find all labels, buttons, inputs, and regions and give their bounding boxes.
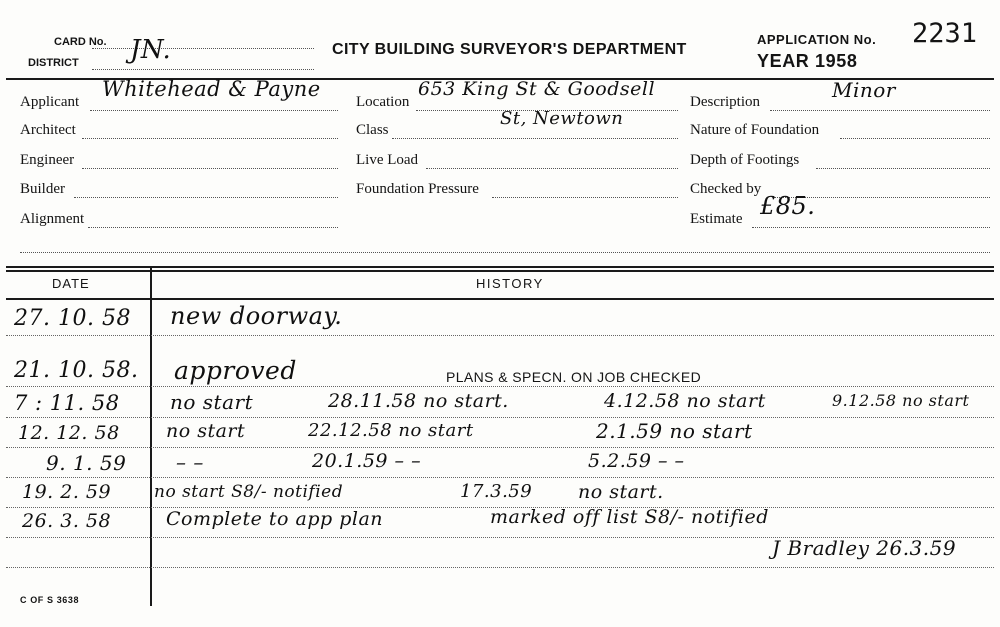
location-value-1: 653 King St & Goodsell (418, 78, 656, 100)
class-label: Class (356, 122, 389, 138)
row-date: 21. 10. 58. (14, 358, 139, 383)
estimate-label: Estimate (690, 211, 743, 227)
nature-of-foundation-line (840, 138, 990, 139)
row-history: 2.1.59 no start (596, 419, 753, 443)
district-label: DISTRICT (28, 57, 79, 69)
row-history: no start (166, 420, 246, 442)
row-date: 7 : 11. 58 (14, 391, 120, 415)
form-code: C OF S 3638 (20, 595, 80, 605)
description-line (770, 110, 990, 111)
table-top-rule-2 (6, 270, 994, 272)
row-history: Complete to app plan (166, 508, 384, 530)
row-history: 9.12.58 no start (832, 391, 970, 410)
district-value: JN. (130, 35, 172, 65)
application-label: APPLICATION No. (757, 32, 877, 47)
builder-label: Builder (20, 181, 65, 197)
table-top-rule (6, 266, 994, 268)
row-history: 4.12.58 no start (604, 390, 766, 412)
checked-by-label: Checked by (690, 181, 762, 197)
row-date: 26. 3. 58 (22, 510, 112, 532)
row-date: 12. 12. 58 (18, 422, 120, 444)
row-history: 5.2.59 – – (588, 450, 685, 472)
architect-line (82, 138, 338, 139)
row-history: approved (174, 356, 297, 385)
applicant-value: Whitehead & Payne (102, 77, 321, 101)
row-history: 20.1.59 – – (312, 450, 422, 472)
row-history: 17.3.59 (460, 481, 533, 502)
row-date: 19. 2. 59 (22, 481, 112, 503)
location-value-2: St, Newtown (500, 108, 624, 129)
live-load-label: Live Load (356, 152, 419, 168)
row-history: no start S8/- notified (154, 482, 344, 502)
table-row-line (6, 417, 994, 418)
card-no-label: CARD No. (54, 36, 107, 48)
row-history: no start. (578, 481, 664, 503)
signature: J Bradley 26.3.59 (772, 536, 957, 560)
estimate-value: £85. (760, 192, 816, 220)
row-history: – – (176, 450, 204, 474)
class-line (392, 138, 678, 139)
table-row-line (6, 386, 994, 387)
alignment-line (88, 227, 338, 228)
depth-of-footings-line (816, 168, 990, 169)
table-divider (150, 266, 152, 606)
applicant-label: Applicant (20, 94, 80, 110)
row-history: no start (170, 390, 254, 414)
nature-of-foundation-label: Nature of Foundation (690, 122, 820, 138)
builder-line (74, 197, 338, 198)
row-history: 22.12.58 no start (308, 420, 474, 441)
district-line (92, 69, 314, 70)
architect-label: Architect (20, 122, 76, 138)
plans-checked-stamp: PLANS & SPECN. ON JOB CHECKED (446, 369, 702, 385)
table-row-line (6, 567, 994, 568)
estimate-line (752, 227, 990, 228)
table-row-line (6, 335, 994, 336)
table-header-rule (6, 298, 994, 300)
foundation-pressure-label: Foundation Pressure (356, 181, 479, 197)
fields-bottom-line (20, 252, 990, 253)
date-header: DATE (52, 276, 90, 291)
foundation-pressure-line (492, 197, 678, 198)
alignment-label: Alignment (20, 211, 85, 227)
table-row-line (6, 477, 994, 478)
engineer-line (82, 168, 338, 169)
row-history: new doorway. (170, 302, 343, 330)
row-date: 9. 1. 59 (46, 451, 127, 475)
department-title: CITY BUILDING SURVEYOR'S DEPARTMENT (332, 41, 687, 58)
history-header: HISTORY (476, 276, 544, 291)
engineer-label: Engineer (20, 152, 75, 168)
description-value: Minor (832, 78, 896, 102)
row-date: 27. 10. 58 (14, 306, 131, 331)
table-row-line (6, 447, 994, 448)
row-history: 28.11.58 no start. (328, 390, 509, 412)
depth-of-footings-label: Depth of Footings (690, 152, 800, 168)
row-history: marked off list S8/- notified (490, 506, 769, 528)
location-label: Location (356, 94, 410, 110)
live-load-line (426, 168, 678, 169)
year-label: YEAR 1958 (757, 51, 858, 71)
card-no-line (92, 48, 314, 49)
description-label: Description (690, 94, 760, 110)
application-number: 2231 (912, 18, 978, 49)
applicant-line (90, 110, 338, 111)
